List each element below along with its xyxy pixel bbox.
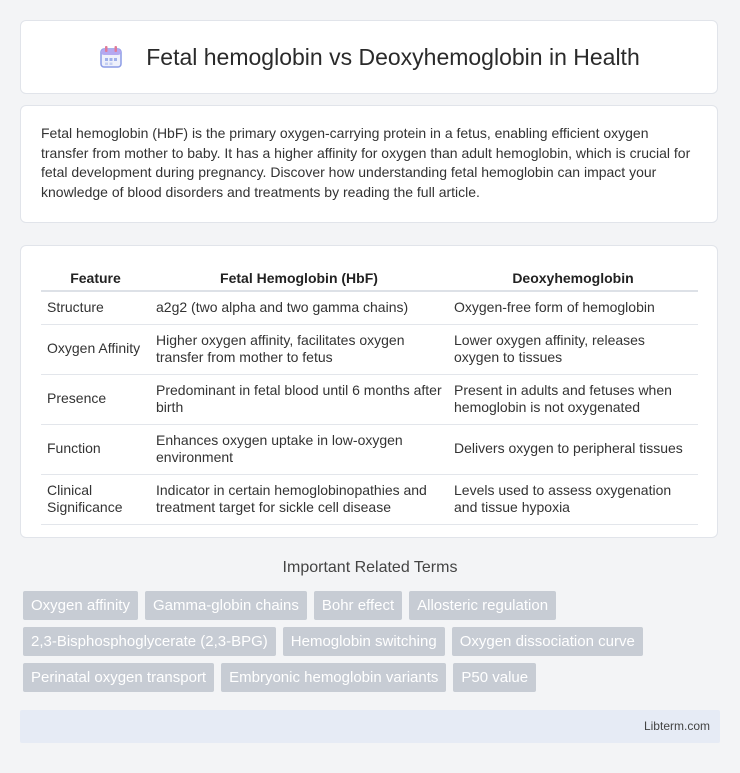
deoxyhemoglobin-cell: Lower oxygen affinity, releases oxygen to tissues	[448, 324, 698, 374]
related-term-tag[interactable]: 2,3-Bisphosphoglycerate (2,3-BPG)	[23, 627, 276, 656]
related-term-tag[interactable]: Embryonic hemoglobin variants	[221, 663, 446, 692]
table-row	[41, 374, 698, 424]
deoxyhemoglobin-cell: Levels used to assess oxygenation and tissue hypoxia	[448, 474, 698, 524]
feature-cell: Clinical Significance	[41, 474, 150, 524]
column-header: Deoxyhemoglobin	[448, 264, 698, 291]
deoxyhemoglobin-cell: Delivers oxygen to peripheral tissues	[448, 424, 698, 474]
related-term-tag[interactable]: Perinatal oxygen transport	[23, 663, 214, 692]
related-term-tag[interactable]: Hemoglobin switching	[283, 627, 445, 656]
table-row	[41, 324, 698, 374]
footer-bar	[20, 710, 720, 743]
feature-cell: Presence	[41, 374, 150, 424]
intro-text: Fetal hemoglobin (HbF) is the primary oxygen-carrying protein in a fetus, enabling efficient oxygen transfer from mother to baby. It has a higher affinity for oxygen than adult hemoglobin, which is crucial for fetal development during pregnancy. Discover how understanding fetal hemoglobin can impact your knowledge of blood disorders and treatments by reading the full article.	[41, 125, 691, 200]
deoxyhemoglobin-cell: Oxygen-free form of hemoglobin	[448, 291, 698, 324]
fetal-hemoglobin-cell: Enhances oxygen uptake in low-oxygen environment	[150, 424, 448, 474]
intro-card	[20, 105, 718, 223]
related-term-tag[interactable]: Allosteric regulation	[409, 591, 556, 620]
calendar-icon	[98, 44, 124, 70]
related-terms-title: Important Related Terms	[282, 559, 458, 576]
table-row	[41, 424, 698, 474]
related-term-tag[interactable]: P50 value	[453, 663, 536, 692]
related-term-tag[interactable]: Oxygen affinity	[23, 591, 138, 620]
column-header: Feature	[41, 264, 150, 291]
feature-cell: Structure	[41, 291, 150, 324]
related-term-tag[interactable]: Bohr effect	[314, 591, 402, 620]
comparison-table-card	[20, 245, 718, 538]
deoxyhemoglobin-cell: Present in adults and fetuses when hemoglobin is not oxygenated	[448, 374, 698, 424]
footer-brand-link[interactable]: Libterm.com	[643, 719, 710, 733]
related-term-tag[interactable]: Oxygen dissociation curve	[452, 627, 643, 656]
table-header-row	[41, 264, 698, 291]
page-title: Fetal hemoglobin vs Deoxyhemoglobin in Health	[146, 43, 640, 70]
fetal-hemoglobin-cell: a2g2 (two alpha and two gamma chains)	[150, 291, 448, 324]
feature-cell: Oxygen Affinity	[41, 324, 150, 374]
fetal-hemoglobin-cell: Higher oxygen affinity, facilitates oxygen transfer from mother to fetus	[150, 324, 448, 374]
header-card	[20, 20, 718, 94]
feature-cell: Function	[41, 424, 150, 474]
fetal-hemoglobin-cell: Predominant in fetal blood until 6 months after birth	[150, 374, 448, 424]
related-term-tag[interactable]: Gamma-globin chains	[145, 591, 307, 620]
related-terms-list	[23, 591, 723, 699]
fetal-hemoglobin-cell: Indicator in certain hemoglobinopathies and treatment target for sickle cell disease	[150, 474, 448, 524]
comparison-table	[41, 264, 698, 525]
table-row	[41, 474, 698, 524]
column-header: Fetal Hemoglobin (HbF)	[150, 264, 448, 291]
table-row	[41, 291, 698, 324]
